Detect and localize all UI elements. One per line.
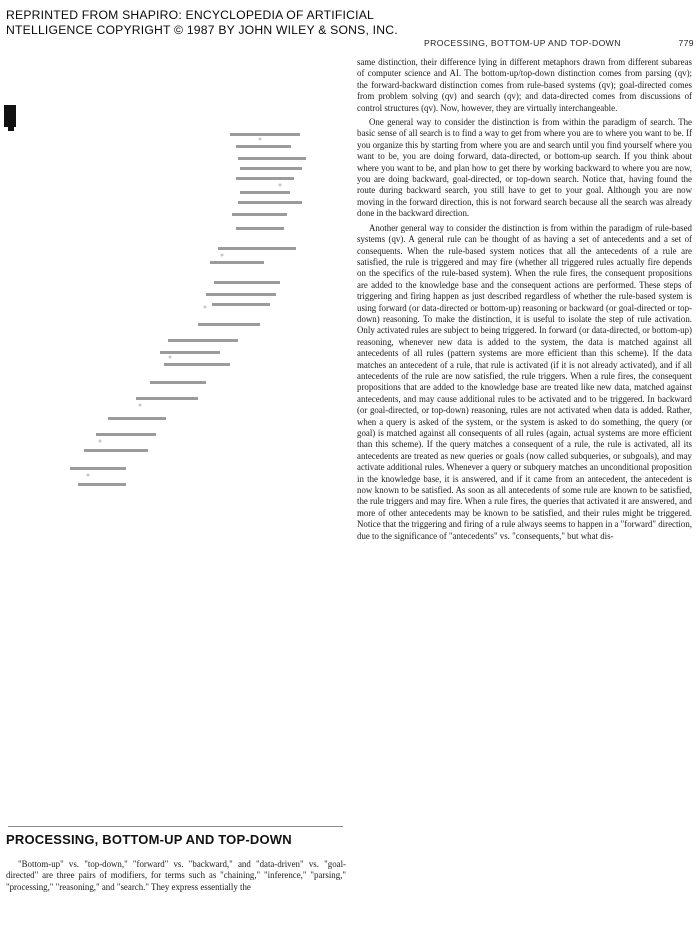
section-divider xyxy=(8,826,343,827)
running-head-title: PROCESSING, BOTTOM-UP AND TOP-DOWN xyxy=(424,38,621,48)
paragraph-3: Another general way to consider the distinction is from within the paradigm of rule-based systems (qv). A general rule can be thought of as having a set of antecedents and a set of consequents. When the rule-based system notices that all the antecedents of a rule are satisfied, the rule is triggered and may fire (whether all triggered rules actually fire depends on the specifics of the rule-based system). When the rule fires, the consequent propositions are added to the knowledge base and the consequent actions are performed. These steps of triggering and firing happen as just described regardless of whether the rule-based system is using forward (or data-directed or bottom-up) reasoning or backward (or goal-directed or top-down) reasoning. To make the distinction, it is useful to isolate the step of rule activation. Only activated rules are subject to being triggered. In forward (or data-directed, or bottom-up) reasoning, whenever new data is added to the system, the data is matched against all antecedents of all rules (pattern systems are more efficient than this scheme). If the data matches an antecedent of a rule, that rule is activated (if it is not already activated), and if all antecedents of the rule are now satisfied, the rule triggers. When a rule fires, the consequent propositions that are added to the knowledge base are treated like new data, matched against antecedents, and may cause additional rules to be activated and to be triggered. In backward (or goal-directed, or top-down) reasoning, rules are not activated when data is added. Rather, when a query is asked of the system, or the system is asked to do something, the query (or goal) is matched against all consequents of all rules (again, actual systems are more efficient than this scheme). If the query matches a consequent of a rule, the rule is activated, all its antecedents are treated as new queries or goals (now called subqueries, or subgoals), and may activate additional rules. Whenever a query or subquery matches an unconditional proposition in the knowledge base, it is answered, and if it came from an antecedent, the antecedent is now known to be satisfied. As soon as all antecedents of some rule are known to be satisfied, the rule triggers and may fire. When a rule fires, the queries that activated it are answered, and more of other antecedents may be known to be satisfied, and their rules might be triggered. Notice that the triggering and firing of a rule always seems to happen in a "forward" direction, due to the significance of "antecedents" vs. "consequents," but what dis- xyxy=(357,222,692,541)
intro-paragraph: "Bottom-up" vs. "top-down," "forward" vs. "backward," and "data-driven" vs. "goal-directed" are three pairs of modifiers, for terms such as "chaining," "inference," "parsing," "processing," "reasoning," and "search." They express essentially the xyxy=(6,859,346,892)
reprint-line-1: REPRINTED FROM SHAPIRO: ENCYCLOPEDIA OF ARTIFICIAL xyxy=(6,8,375,22)
paragraph-1: same distinction, their difference lying in different metaphors drawn from different subareas of computer science and AI. The bottom-up/top-down distinction comes from parsing (qv); the forward-backward distinction comes from rule-based systems (qv); goal-directed comes from problem solving (qv) and search (qv); and data-directed comes from discussions of control structures (qv). Now, however, they are virtually interchangeable. xyxy=(357,57,692,113)
scan-artifact xyxy=(0,95,350,495)
section-title: PROCESSING, BOTTOM-UP AND TOP-DOWN xyxy=(6,832,292,847)
faded-text-noise xyxy=(70,133,306,486)
reprint-line-2: NTELLIGENCE COPYRIGHT © 1987 BY JOHN WILEY & SONS, INC. xyxy=(6,23,398,37)
paragraph-2: One general way to consider the distinction is from within the paradigm of search. The basic sense of all search is to find a way to get from where you are to where you want to be. If you organize this by starting from where you are and search until you find yourself where you want to be, you are doing forward, data-directed, or bottom-up search. If you think about where you want to be, and plan how to get there by working backward to where you are now, you are doing backward, goal-directed, or top-down search. Notice that, having found the route during backward search, you still have to get to your goal. Although you are now moving in the forward direction, this is not forward search because all the search was already done in the backward direction. xyxy=(357,117,692,219)
running-head xyxy=(424,38,694,48)
page-number: 779 xyxy=(678,38,694,48)
right-column xyxy=(357,57,692,545)
left-column xyxy=(6,832,346,893)
reprint-notice xyxy=(6,8,426,38)
scan-smudge-mark xyxy=(4,105,16,127)
